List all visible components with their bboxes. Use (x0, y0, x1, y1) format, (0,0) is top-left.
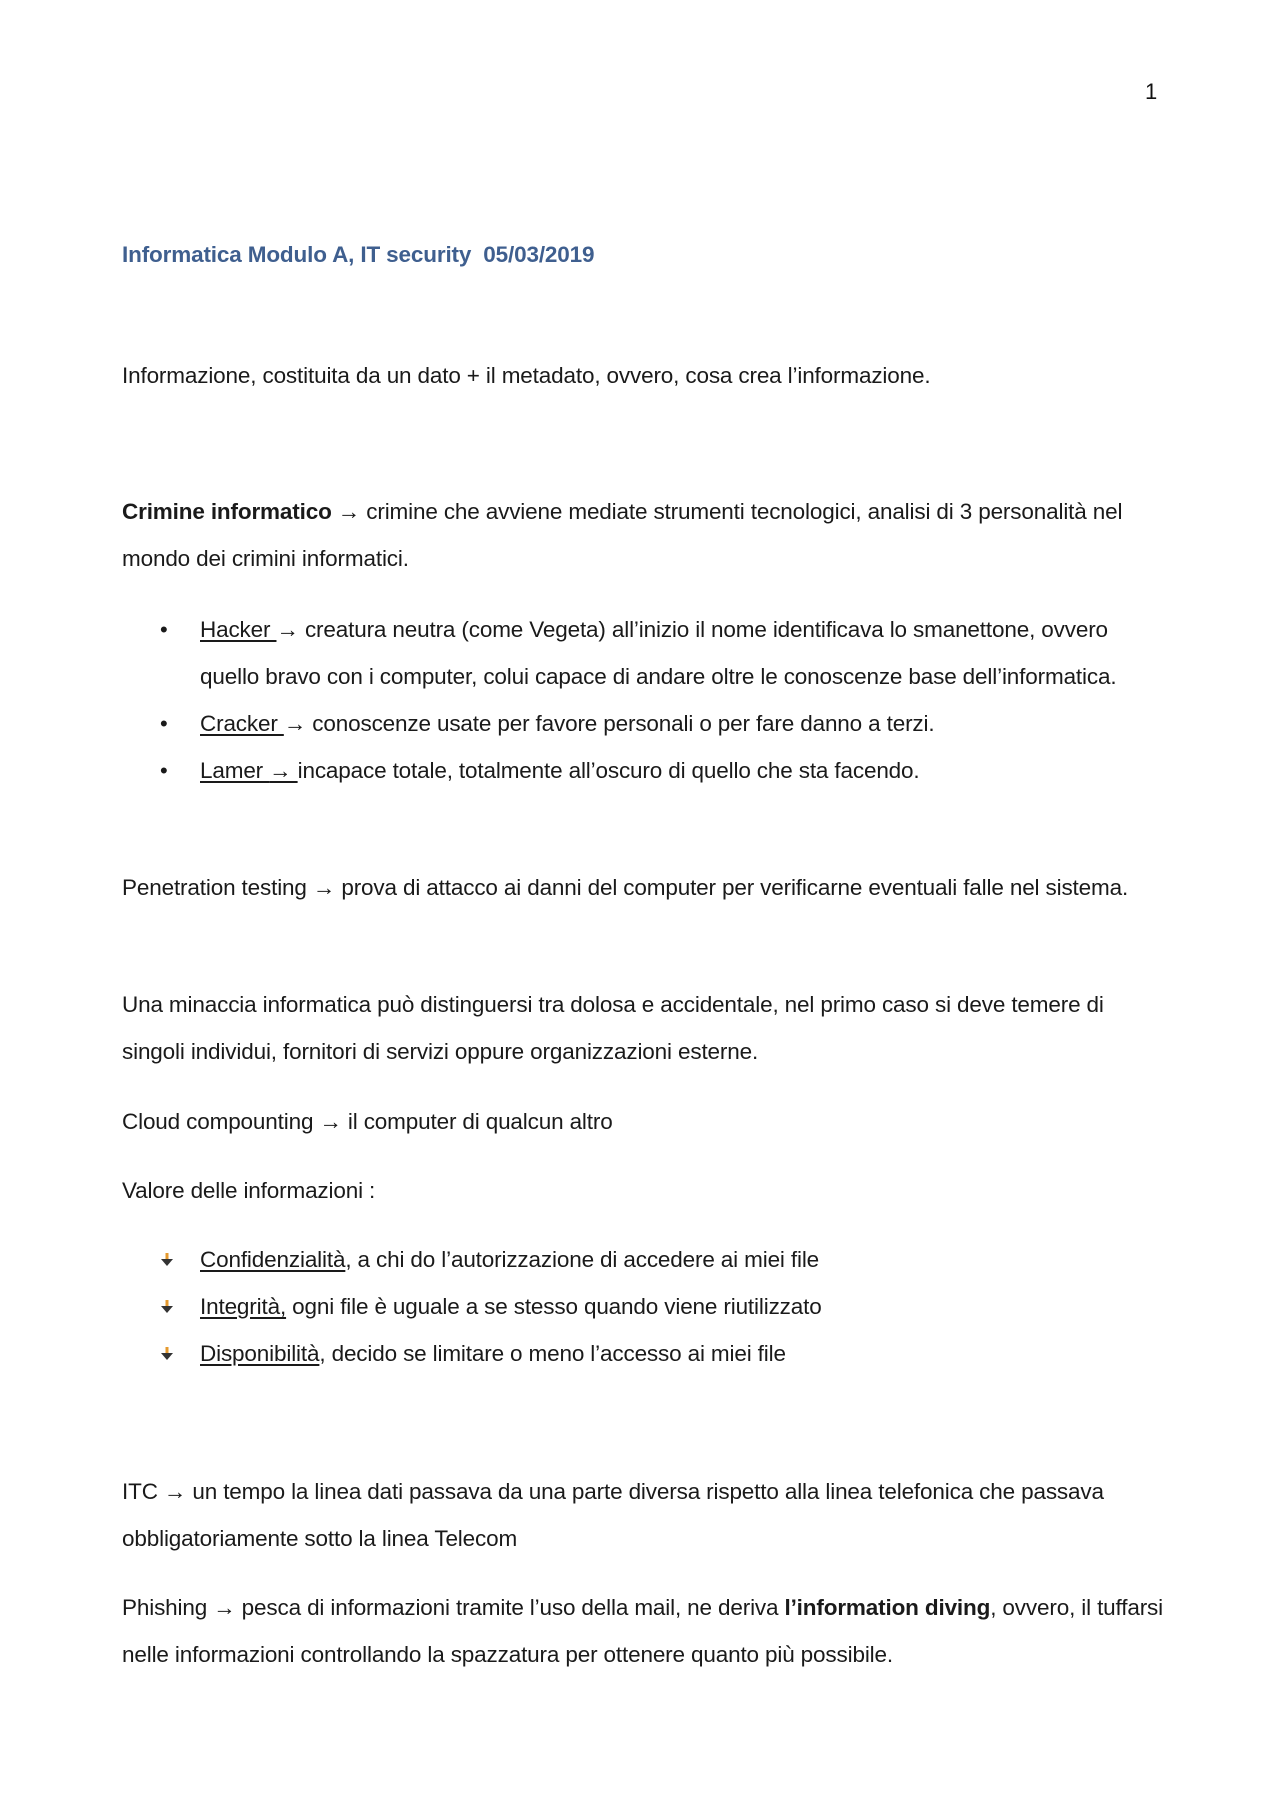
phishing-text-after: , ovvero, il tuffarsi nelle informazioni controllando la spazzatura per ottenere quanto più possibile. (122, 1595, 1163, 1667)
bullet-dot-icon: • (160, 758, 168, 783)
term-itc: ITC (122, 1479, 158, 1504)
term-confidenzialita (200, 1247, 345, 1272)
arrow-icon: → (312, 875, 336, 900)
term-hacker: Hacker (200, 617, 277, 642)
arrow-icon: → (269, 758, 292, 783)
bullet-dot-icon: • (160, 617, 168, 642)
list-item-cracker (122, 700, 1172, 747)
term-integrita (200, 1294, 286, 1319)
term-penetration-testing: Penetration testing (122, 875, 307, 900)
arrow-icon: → (213, 1595, 236, 1620)
personalities-list (122, 606, 1172, 794)
list-item-hacker (122, 606, 1172, 700)
term-integrita-label: Integrità, (200, 1294, 287, 1319)
paragraph-penetration-testing (122, 864, 1172, 911)
down-arrow-icon (160, 1347, 174, 1361)
term-cloud: Cloud compounting (122, 1109, 314, 1134)
paragraph-phishing (122, 1584, 1172, 1678)
term-phishing: Phishing (122, 1595, 208, 1620)
phishing-text-before: pesca di informazioni tramite l’uso della mail, ne deriva (235, 1595, 785, 1620)
paragraph-minaccia: Una minaccia informatica può distinguersi tra dolosa e accidentale, nel primo caso si deve temere di singoli individui, fornitori di servizi oppure organizzazioni esterne. (122, 992, 1104, 1064)
disponibilita-definition: , decido se limitare o meno l’accesso ai miei file (319, 1341, 786, 1366)
term-disponibilita-label: Disponibilità (200, 1341, 320, 1366)
itc-definition: un tempo la linea dati passava da una parte diversa rispetto alla linea telefonica che passava obbligatoriamente sotto la linea Telecom (122, 1479, 1104, 1551)
term-crimine-informatico: Crimine informatico (122, 499, 332, 524)
document-title (122, 242, 594, 268)
bullet-dot-icon: • (160, 711, 168, 736)
heading-valore-informazioni: Valore delle informazioni : (122, 1178, 376, 1203)
confidenzialita-definition: , a chi do l’autorizzazione di accedere ai miei file (345, 1247, 820, 1272)
lamer-definition: incapace totale, totalmente all’oscuro di quello che sta facendo. (297, 758, 920, 783)
down-arrow-icon (160, 1300, 174, 1314)
list-item-lamer (122, 747, 1172, 794)
term-information-diving: l’information diving (784, 1595, 991, 1620)
term-lamer: Lamer (200, 758, 270, 783)
title-date: 05/03/2019 (483, 242, 595, 267)
paragraph-informazione: Informazione, costituita da un dato + il metadato, ovvero, cosa crea l’informazione. (122, 363, 931, 388)
integrita-definition: ogni file è uguale a se stesso quando viene riutilizzato (286, 1294, 822, 1319)
cracker-definition: conoscenze usate per favore personali o per fare danno a terzi. (306, 711, 935, 736)
paragraph-cloud (122, 1098, 1172, 1145)
arrow-icon: → (283, 711, 307, 736)
crimine-definition: crimine che avviene mediate strumenti tecnologici, analisi di 3 personalità nel mondo dei crimini informatici. (122, 499, 1123, 571)
page-number: 1 (1145, 79, 1158, 104)
lamer-term-group (200, 758, 298, 783)
arrow-icon: → (276, 617, 299, 642)
cloud-definition: il computer di qualcun altro (341, 1109, 613, 1134)
paragraph-itc (122, 1468, 1172, 1562)
valori-list (122, 1236, 1172, 1377)
title-subject: Informatica Modulo A, IT security (122, 242, 472, 267)
term-disponibilita (200, 1341, 319, 1366)
list-item-integrita (122, 1283, 1172, 1330)
arrow-icon: → (319, 1109, 342, 1134)
down-arrow-icon (160, 1253, 174, 1267)
arrow-icon: → (337, 499, 361, 524)
list-item-confidenzialita (122, 1236, 1172, 1283)
list-item-disponibilita (122, 1330, 1172, 1377)
arrow-icon: → (163, 1479, 187, 1504)
paragraph-crimine-informatico (122, 488, 1172, 582)
hacker-definition: creatura neutra (come Vegeta) all’inizio il nome identificava lo smanettone, ovvero quello bravo con i computer, colui capace di andare oltre le conoscenze base dell’informatica. (200, 617, 1117, 689)
term-confidenzialita-label: Confidenzialità (200, 1247, 346, 1272)
penetration-definition: prova di attacco ai danni del computer per verificarne eventuali falle nel sistema. (335, 875, 1129, 900)
term-cracker: Cracker (200, 711, 284, 736)
